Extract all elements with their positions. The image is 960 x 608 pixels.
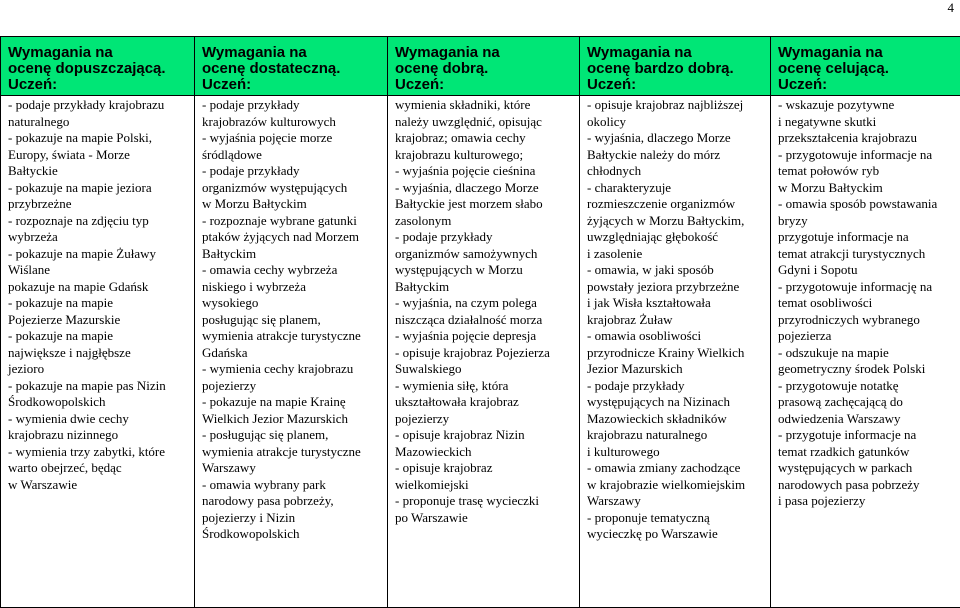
header-cell-celujaca	[771, 37, 960, 96]
requirements-cell	[195, 96, 388, 608]
page-number: 4	[948, 0, 955, 16]
requirement-line: - proponuje trasę wycieczki	[395, 493, 573, 510]
header-line: Wymagania na	[395, 44, 500, 61]
requirement-line: odwiedzenia Warszawy	[778, 411, 954, 428]
header-cell-bardzo-dobra	[580, 37, 771, 96]
header-line: Uczeń:	[395, 76, 444, 93]
requirement-line: temat atrakcji turystycznych	[778, 246, 954, 263]
requirement-line: śródlądowe	[202, 147, 381, 164]
requirement-line: i pasa pojezierzy	[778, 493, 954, 510]
requirement-line: Środkowopolskich	[8, 394, 188, 411]
requirement-line: - wyjaśnia pojęcie morze	[202, 130, 381, 147]
requirement-line: Bałtyckie	[8, 163, 188, 180]
header-line: Uczeń:	[202, 76, 251, 93]
requirement-line: Wiślane	[8, 262, 188, 279]
requirement-line: - podaje przykłady	[202, 163, 381, 180]
requirement-line: ptaków żyjących nad Morzem	[202, 229, 381, 246]
requirement-line: Suwalskiego	[395, 361, 573, 378]
requirement-line: krajobrazu naturalnego	[587, 427, 764, 444]
requirement-line: temat rzadkich gatunków	[778, 444, 954, 461]
requirement-line: - opisuje krajobraz	[395, 460, 573, 477]
requirement-line: ukształtowała krajobraz	[395, 394, 573, 411]
requirements-table	[0, 36, 960, 608]
requirement-line: uwzględniając głębokość	[587, 229, 764, 246]
requirement-line: Pojezierze Mazurskie	[8, 312, 188, 329]
requirement-line: należy uwzględnić, opisując	[395, 114, 573, 131]
requirement-line: w krajobrazie wielkomiejskim	[587, 477, 764, 494]
requirements-cell	[388, 96, 580, 608]
requirement-line: - rozpoznaje wybrane gatunki	[202, 213, 381, 230]
requirement-line: - odszukuje na mapie	[778, 345, 954, 362]
requirement-line: przygotuje informacje na	[778, 229, 954, 246]
requirement-line: Jezior Mazurskich	[587, 361, 764, 378]
requirement-line: - podaje przykłady	[587, 378, 764, 395]
requirement-line: - pokazuje na mapie Żuławy	[8, 246, 188, 263]
requirement-line: - wymienia trzy zabytki, które	[8, 444, 188, 461]
requirement-line: Mazowieckich	[395, 444, 573, 461]
requirement-line: - opisuje krajobraz najbliższej	[587, 97, 764, 114]
requirement-line: jezioro	[8, 361, 188, 378]
requirement-line: krajobraz Żuław	[587, 312, 764, 329]
header-cell-dopuszczajaca	[1, 37, 195, 96]
requirement-line: - omawia wybrany park	[202, 477, 381, 494]
requirement-line: - wymienia cechy krajobrazu	[202, 361, 381, 378]
requirement-line: zasolonym	[395, 213, 573, 230]
requirement-line: okolicy	[587, 114, 764, 131]
requirement-line: - pokazuje na mapie Krainę	[202, 394, 381, 411]
requirement-line: geometryczny środek Polski	[778, 361, 954, 378]
requirement-line: naturalnego	[8, 114, 188, 131]
header-line: Wymagania na	[8, 44, 113, 61]
requirement-line: Bałtyckie jest morzem słabo	[395, 196, 573, 213]
requirement-line: - wyjaśnia pojęcie depresja	[395, 328, 573, 345]
requirement-line: Bałtyckim	[395, 279, 573, 296]
requirement-line: w Morzu Bałtyckim	[778, 180, 954, 197]
requirement-line: krajobraz; omawia cechy	[395, 130, 573, 147]
header-line: ocenę bardzo dobrą.	[587, 60, 734, 77]
requirement-line: największe i najgłębsze	[8, 345, 188, 362]
requirement-line: krajobrazu kulturowego;	[395, 147, 573, 164]
requirement-line: i jak Wisła kształtowała	[587, 295, 764, 312]
requirement-line: w Warszawie	[8, 477, 188, 494]
requirement-line: pokazuje na mapie Gdańsk	[8, 279, 188, 296]
header-line: Wymagania na	[778, 44, 883, 61]
requirement-line: - omawia, w jaki sposób	[587, 262, 764, 279]
requirement-line: wymienia składniki, które	[395, 97, 573, 114]
requirement-line: - wskazuje pozytywne	[778, 97, 954, 114]
requirement-line: przyrodnicze Krainy Wielkich	[587, 345, 764, 362]
requirement-line: - charakteryzuje	[587, 180, 764, 197]
requirement-line: wybrzeża	[8, 229, 188, 246]
requirement-line: posługując się planem,	[202, 312, 381, 329]
requirement-line: krajobrazów kulturowych	[202, 114, 381, 131]
requirement-line: - omawia cechy wybrzeża	[202, 262, 381, 279]
requirement-line: - omawia zmiany zachodzące	[587, 460, 764, 477]
requirement-line: Gdańska	[202, 345, 381, 362]
requirement-line: - opisuje krajobraz Pojezierza	[395, 345, 573, 362]
requirement-line: występujących w Morzu	[395, 262, 573, 279]
requirement-line: - wyjaśnia, na czym polega	[395, 295, 573, 312]
requirement-line: - przygotowuje informację na	[778, 279, 954, 296]
content-row	[1, 96, 960, 608]
requirement-line: - pokazuje na mapie	[8, 328, 188, 345]
requirement-line: - pokazuje na mapie jeziora	[8, 180, 188, 197]
requirement-line: pojezierzy i Nizin	[202, 510, 381, 527]
requirement-line: - omawia sposób powstawania	[778, 196, 954, 213]
requirement-line: narodowych pasa pobrzeży	[778, 477, 954, 494]
requirements-cell	[580, 96, 771, 608]
requirement-line: - pokazuje na mapie	[8, 295, 188, 312]
requirement-line: Europy, świata - Morze	[8, 147, 188, 164]
requirement-line: - przygotuje informacje na	[778, 427, 954, 444]
requirement-line: Warszawy	[587, 493, 764, 510]
requirement-line: prasową zachęcającą do	[778, 394, 954, 411]
requirement-line: - podaje przykłady krajobrazu	[8, 97, 188, 114]
header-cell-dostateczna	[195, 37, 388, 96]
requirement-line: Środkowopolskich	[202, 526, 381, 543]
requirement-line: wycieczkę po Warszawie	[587, 526, 764, 543]
requirement-line: Warszawy	[202, 460, 381, 477]
requirement-line: żyjących w Morzu Bałtyckim,	[587, 213, 764, 230]
requirement-line: narodowy pasa pobrzeży,	[202, 493, 381, 510]
requirement-line: - wymienia dwie cechy	[8, 411, 188, 428]
requirement-line: w Morzu Bałtyckim	[202, 196, 381, 213]
requirement-line: - wyjaśnia, dlaczego Morze	[395, 180, 573, 197]
requirements-cell	[771, 96, 960, 608]
requirement-line: - przygotowuje notatkę	[778, 378, 954, 395]
requirement-line: wysokiego	[202, 295, 381, 312]
requirement-line: - wyjaśnia, dlaczego Morze	[587, 130, 764, 147]
requirement-line: - omawia osobliwości	[587, 328, 764, 345]
requirement-line: powstały jeziora przybrzeżne	[587, 279, 764, 296]
requirement-line: temat osobliwości	[778, 295, 954, 312]
requirement-line: - pokazuje na mapie pas Nizin	[8, 378, 188, 395]
requirement-line: przyrodniczych wybranego	[778, 312, 954, 329]
header-line: Uczeń:	[8, 76, 57, 93]
requirement-line: - posługując się planem,	[202, 427, 381, 444]
header-line: Uczeń:	[587, 76, 636, 93]
requirement-line: - opisuje krajobraz Nizin	[395, 427, 573, 444]
header-line: ocenę dostateczną.	[202, 60, 340, 77]
requirement-line: Mazowieckich składników	[587, 411, 764, 428]
requirement-line: i negatywne skutki	[778, 114, 954, 131]
requirement-line: - podaje przykłady	[202, 97, 381, 114]
requirement-line: niszcząca działalność morza	[395, 312, 573, 329]
requirement-line: Bałtyckie należy do mórz	[587, 147, 764, 164]
requirement-line: Wielkich Jezior Mazurskich	[202, 411, 381, 428]
requirement-line: przybrzeżne	[8, 196, 188, 213]
requirement-line: występujących w parkach	[778, 460, 954, 477]
header-row	[1, 37, 960, 96]
requirement-line: pojezierza	[778, 328, 954, 345]
requirement-line: - pokazuje na mapie Polski,	[8, 130, 188, 147]
requirement-line: pojezierzy	[202, 378, 381, 395]
header-line: Wymagania na	[587, 44, 692, 61]
requirement-line: pojezierzy	[395, 411, 573, 428]
requirement-line: wielkomiejski	[395, 477, 573, 494]
requirement-line: warto obejrzeć, będąc	[8, 460, 188, 477]
requirement-line: bryzy	[778, 213, 954, 230]
header-cell-dobra	[388, 37, 580, 96]
requirement-line: - wyjaśnia pojęcie cieśnina	[395, 163, 573, 180]
header-line: ocenę celującą.	[778, 60, 889, 77]
requirement-line: - przygotowuje informacje na	[778, 147, 954, 164]
requirement-line: krajobrazu nizinnego	[8, 427, 188, 444]
header-line: Wymagania na	[202, 44, 307, 61]
requirement-line: - wymienia siłę, która	[395, 378, 573, 395]
requirement-line: organizmów występujących	[202, 180, 381, 197]
requirement-line: po Warszawie	[395, 510, 573, 527]
requirement-line: Gdyni i Sopotu	[778, 262, 954, 279]
requirement-line: wymienia atrakcje turystyczne	[202, 444, 381, 461]
requirement-line: i zasolenie	[587, 246, 764, 263]
requirement-line: niskiego i wybrzeża	[202, 279, 381, 296]
requirement-line: rozmieszczenie organizmów	[587, 196, 764, 213]
requirement-line: i kulturowego	[587, 444, 764, 461]
requirement-line: - rozpoznaje na zdjęciu typ	[8, 213, 188, 230]
requirement-line: chłodnych	[587, 163, 764, 180]
requirement-line: - podaje przykłady	[395, 229, 573, 246]
header-line: ocenę dobrą.	[395, 60, 488, 77]
requirements-cell	[1, 96, 195, 608]
requirement-line: wymienia atrakcje turystyczne	[202, 328, 381, 345]
requirement-line: występujących na Nizinach	[587, 394, 764, 411]
requirement-line: przekształcenia krajobrazu	[778, 130, 954, 147]
requirement-line: Bałtyckim	[202, 246, 381, 263]
requirement-line: organizmów samożywnych	[395, 246, 573, 263]
requirement-line: temat połowów ryb	[778, 163, 954, 180]
header-line: Uczeń:	[778, 76, 827, 93]
header-line: ocenę dopuszczającą.	[8, 60, 166, 77]
requirement-line: - proponuje tematyczną	[587, 510, 764, 527]
